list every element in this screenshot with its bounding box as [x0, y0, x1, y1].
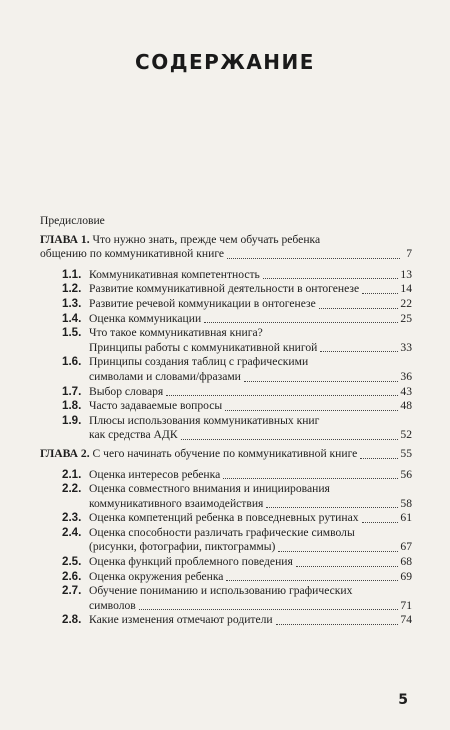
section-number: 2.8. [62, 613, 82, 627]
leader-dots [320, 350, 398, 352]
section-title: Развитие коммуникативной деятельности в онтогенезе [89, 282, 360, 296]
section-title: Коммуникативная компетентность [89, 267, 260, 281]
section-title: Какие изменения отмечают родители [89, 613, 273, 627]
section-entry[interactable] [40, 399, 412, 414]
chapter-page: 55 [400, 446, 412, 460]
section-title-line2: Принципы работы с коммуникативной книгой [89, 340, 318, 354]
chapter-title-line2: общению по коммуникативной книге [40, 247, 225, 261]
leader-dots [263, 277, 399, 279]
chapter-label: ГЛАВА 1. [40, 232, 90, 246]
leader-dots [139, 608, 399, 610]
section-number: 2.2. [62, 482, 82, 496]
section-entry[interactable] [40, 282, 412, 297]
section-page: 67 [400, 540, 412, 554]
section-title: Оценка компетенций ребенка в повседневных рутинах [89, 511, 359, 525]
leader-dots [296, 565, 399, 567]
leader-dots [278, 550, 398, 552]
section-entry-continued[interactable] [40, 497, 412, 512]
section-entry-continued[interactable] [40, 428, 412, 443]
section-title: Оценка окружения ребенка [89, 569, 224, 583]
leader-dots [319, 307, 399, 309]
chapter-title: С чего начинать обучение по коммуникативной книге [92, 446, 358, 460]
section-number: 1.5. [62, 326, 82, 340]
section-page: 71 [400, 598, 412, 612]
section-title-line2: (рисунки, фотографии, пиктограммы) [89, 540, 276, 554]
leader-dots [244, 380, 399, 382]
section-entry-continued[interactable] [40, 540, 412, 555]
chapter-label: ГЛАВА 2. [40, 446, 90, 460]
section-title: Оценка способности различать графические символы [89, 525, 355, 539]
toc-entry-preface[interactable] [40, 214, 412, 229]
section-title-line2: как средства АДК [89, 428, 178, 442]
section-page: 68 [400, 555, 412, 569]
section-title-line2: символов [89, 598, 136, 612]
section-page: 69 [400, 569, 412, 583]
section-title-line2: символами и словами/фразами [89, 369, 241, 383]
section-page: 61 [400, 511, 412, 525]
section-page: 56 [400, 467, 412, 481]
section-entry[interactable] [40, 613, 412, 628]
section-entry[interactable] [40, 414, 412, 429]
section-number: 2.3. [62, 511, 82, 525]
leader-dots [360, 457, 398, 459]
section-number: 1.1. [62, 267, 82, 281]
section-title: Оценка интересов ребенка [89, 467, 221, 481]
section-number: 1.4. [62, 311, 82, 325]
section-entry[interactable] [40, 312, 412, 327]
section-number: 1.3. [62, 296, 82, 310]
section-title: Выбор словаря [89, 384, 164, 398]
section-title: Плюсы использования коммуникативных книг [89, 413, 320, 427]
section-title: Оценка функций проблемного поведения [89, 555, 293, 569]
section-page: 13 [400, 267, 412, 281]
section-page: 14 [400, 282, 412, 296]
section-page: 58 [400, 496, 412, 510]
section-entry[interactable] [40, 570, 412, 585]
section-title: Оценка совместного внимания и инициирования [89, 482, 330, 496]
leader-dots [204, 321, 398, 323]
section-page: 48 [400, 399, 412, 413]
section-number: 2.6. [62, 569, 82, 583]
section-entry[interactable] [40, 555, 412, 570]
section-number: 2.1. [62, 467, 82, 481]
section-entry[interactable] [40, 385, 412, 400]
section-number: 1.9. [62, 413, 82, 427]
section-number: 2.5. [62, 555, 82, 569]
section-entry[interactable] [40, 355, 412, 370]
section-entry-continued[interactable] [40, 599, 412, 614]
leader-dots [223, 477, 398, 479]
section-page: 25 [400, 311, 412, 325]
section-entry[interactable] [40, 268, 412, 283]
leader-dots [227, 257, 400, 259]
leader-dots [276, 623, 399, 625]
chapter-title: Что нужно знать, прежде чем обучать ребенка [92, 232, 321, 246]
section-page: 43 [400, 384, 412, 398]
section-title: Оценка коммуникации [89, 311, 202, 325]
leader-dots [181, 438, 399, 440]
section-page: 36 [400, 369, 412, 383]
section-entry[interactable] [40, 468, 412, 483]
section-number: 1.6. [62, 355, 82, 369]
chapter-heading[interactable] [40, 233, 412, 248]
chapter-heading-continued[interactable] [40, 247, 412, 262]
section-page: 52 [400, 428, 412, 442]
section-entry[interactable] [40, 511, 412, 526]
leader-dots [226, 579, 398, 581]
section-title-line2: коммуникативного взаимодействия [89, 496, 264, 510]
page-title: СОДЕРЖАНИЕ [135, 50, 315, 74]
section-entry[interactable] [40, 584, 412, 599]
section-entry-continued[interactable] [40, 341, 412, 356]
chapter-heading[interactable] [40, 447, 412, 462]
leader-dots [362, 521, 399, 523]
preface-label: Предисловие [40, 214, 105, 227]
chapter-page: 7 [406, 247, 412, 261]
section-title: Обучение пониманию и использованию графических [89, 584, 353, 598]
section-number: 1.8. [62, 399, 82, 413]
leader-dots [225, 409, 398, 411]
section-number: 2.7. [62, 584, 82, 598]
section-title: Часто задаваемые вопросы [89, 399, 223, 413]
section-entry[interactable] [40, 326, 412, 341]
section-entry[interactable] [40, 526, 412, 541]
page-number: 5 [398, 692, 408, 708]
section-title: Принципы создания таблиц с графическими [89, 355, 309, 369]
section-title: Что такое коммуникативная книга? [89, 326, 263, 340]
section-entry[interactable] [40, 482, 412, 497]
section-number: 2.4. [62, 525, 82, 539]
leader-dots [166, 394, 398, 396]
section-number: 1.2. [62, 282, 82, 296]
section-page: 33 [400, 340, 412, 354]
section-title: Развитие речевой коммуникации в онтогенезе [89, 296, 316, 310]
section-entry[interactable] [40, 297, 412, 312]
section-entry-continued[interactable] [40, 370, 412, 385]
section-page: 74 [400, 613, 412, 627]
table-of-contents [40, 214, 412, 628]
section-number: 1.7. [62, 384, 82, 398]
leader-dots [362, 292, 398, 294]
section-page: 22 [400, 296, 412, 310]
leader-dots [266, 506, 398, 508]
